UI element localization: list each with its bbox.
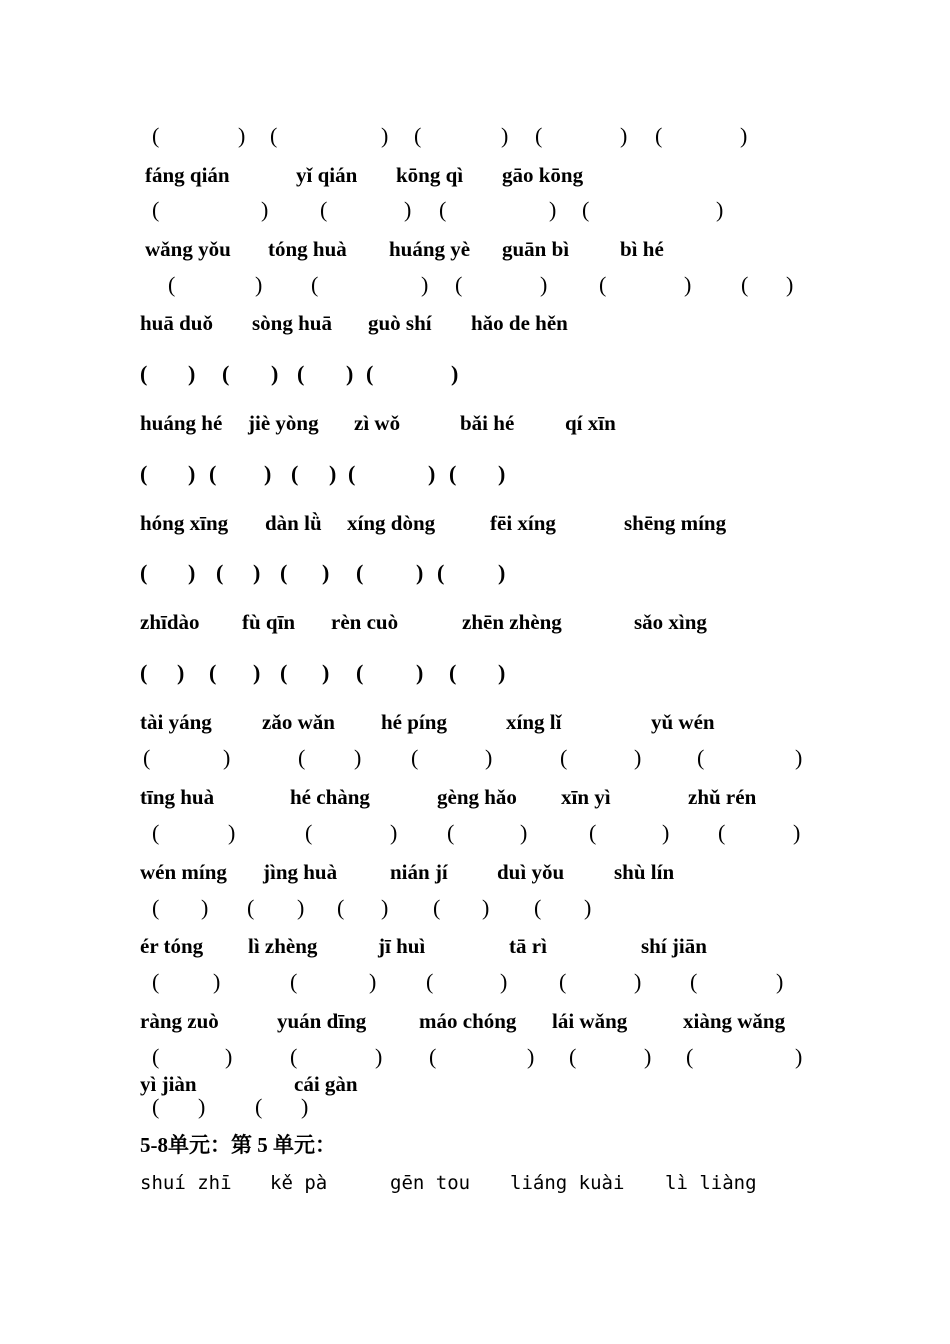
blank-close-paren: ) [177, 660, 185, 685]
blank-close-paren: ) [297, 895, 305, 920]
blank-close-paren: ) [213, 969, 221, 994]
blank-open-paren: ( [559, 969, 567, 994]
pinyin-word: dàn lǜ [265, 511, 322, 535]
pinyin-word: gèng hǎo [437, 785, 517, 809]
blank-open-paren: ( [305, 820, 313, 845]
pinyin-row [0, 1168, 950, 1198]
blank-close-paren: ) [238, 123, 246, 148]
blank-close-paren: ) [225, 1044, 233, 1069]
blank-close-paren: ) [549, 197, 557, 222]
blank-open-paren: ( [290, 969, 298, 994]
blank-open-paren: ( [143, 745, 151, 770]
blank-open-paren: ( [426, 969, 434, 994]
blank-open-paren: ( [209, 461, 217, 486]
blank-close-paren: ) [188, 560, 196, 585]
pinyin-row [0, 707, 950, 737]
blank-close-paren: ) [501, 123, 509, 148]
blank-open-paren: ( [455, 272, 463, 297]
pinyin-word: xíng lǐ [506, 710, 562, 734]
pinyin-row [0, 160, 950, 190]
pinyin-word: yǐ qián [296, 163, 358, 187]
pinyin-word: huáng yè [389, 237, 471, 261]
blank-open-paren: ( [290, 1044, 298, 1069]
pinyin-word: shí jiān [641, 934, 707, 958]
blank-close-paren: ) [188, 461, 196, 486]
answer-blank-row [0, 359, 950, 389]
blank-open-paren: ( [437, 560, 445, 585]
pinyin-word: shuí zhī [140, 1172, 232, 1194]
blank-close-paren: ) [795, 745, 803, 770]
pinyin-word: zì wǒ [354, 411, 401, 435]
blank-close-paren: ) [498, 461, 506, 486]
pinyin-word: huā duǒ [140, 311, 213, 335]
pinyin-word: guān bì [502, 237, 570, 261]
pinyin-word: zǎo wǎn [262, 710, 335, 734]
blank-close-paren: ) [329, 461, 337, 486]
blank-open-paren: ( [582, 197, 590, 222]
blank-open-paren: ( [311, 272, 319, 297]
pinyin-word: lái wǎng [552, 1009, 628, 1033]
blank-close-paren: ) [500, 969, 508, 994]
answer-blank-row [0, 658, 950, 688]
blank-close-paren: ) [381, 895, 389, 920]
blank-close-paren: ) [322, 660, 330, 685]
blank-close-paren: ) [253, 560, 261, 585]
pinyin-row [0, 782, 950, 812]
blank-open-paren: ( [168, 272, 176, 297]
blank-open-paren: ( [534, 895, 542, 920]
pinyin-word: zhēn zhèng [462, 610, 562, 634]
blank-open-paren: ( [569, 1044, 577, 1069]
pinyin-row [0, 607, 950, 637]
pinyin-word: tā rì [509, 934, 547, 958]
pinyin-word: kě pà [270, 1172, 328, 1194]
pinyin-word: hé chàng [290, 785, 370, 809]
blank-open-paren: ( [439, 197, 447, 222]
pinyin-word: lì zhèng [248, 934, 318, 958]
pinyin-row [0, 308, 950, 338]
blank-close-paren: ) [264, 461, 272, 486]
blank-close-paren: ) [540, 272, 548, 297]
blank-close-paren: ) [634, 969, 642, 994]
blank-open-paren: ( [433, 895, 441, 920]
pinyin-word: fēi xíng [490, 511, 556, 535]
answer-blank-row [0, 459, 950, 489]
pinyin-word: tīng huà [140, 785, 215, 809]
pinyin-row [0, 234, 950, 264]
answer-blank-row [0, 121, 950, 151]
blank-open-paren: ( [690, 969, 698, 994]
pinyin-word: yuán dīng [277, 1009, 367, 1033]
blank-open-paren: ( [247, 895, 255, 920]
blank-open-paren: ( [429, 1044, 437, 1069]
pinyin-row [0, 508, 950, 538]
blank-close-paren: ) [416, 660, 424, 685]
pinyin-word: hé píng [381, 710, 447, 734]
blank-open-paren: ( [216, 560, 224, 585]
blank-open-paren: ( [356, 660, 364, 685]
blank-open-paren: ( [535, 123, 543, 148]
blank-open-paren: ( [655, 123, 663, 148]
blank-close-paren: ) [404, 197, 412, 222]
blank-close-paren: ) [584, 895, 592, 920]
blank-close-paren: ) [716, 197, 724, 222]
pinyin-word: fáng qián [145, 163, 230, 187]
blank-close-paren: ) [793, 820, 801, 845]
blank-open-paren: ( [447, 820, 455, 845]
blank-open-paren: ( [337, 895, 345, 920]
blank-open-paren: ( [291, 461, 299, 486]
blank-close-paren: ) [261, 197, 269, 222]
pinyin-word: kōng qì [396, 163, 464, 187]
blank-close-paren: ) [421, 272, 429, 297]
pinyin-word: jìng huà [263, 860, 338, 884]
blank-open-paren: ( [741, 272, 749, 297]
blank-close-paren: ) [786, 272, 794, 297]
blank-open-paren: ( [140, 361, 148, 386]
pinyin-word: nián jí [390, 860, 448, 884]
pinyin-word: tài yáng [140, 710, 212, 734]
blank-open-paren: ( [449, 660, 457, 685]
blank-close-paren: ) [375, 1044, 383, 1069]
pinyin-word: ér tóng [140, 934, 204, 958]
blank-close-paren: ) [527, 1044, 535, 1069]
blank-close-paren: ) [428, 461, 436, 486]
pinyin-row [0, 408, 950, 438]
pinyin-word: huáng hé [140, 411, 223, 435]
pinyin-word: hǎo de hěn [471, 311, 568, 335]
blank-close-paren: ) [253, 660, 261, 685]
blank-close-paren: ) [271, 361, 279, 386]
section-heading [0, 1130, 950, 1160]
blank-open-paren: ( [411, 745, 419, 770]
pinyin-row [0, 1006, 950, 1036]
blank-close-paren: ) [451, 361, 459, 386]
blank-close-paren: ) [684, 272, 692, 297]
blank-close-paren: ) [416, 560, 424, 585]
pinyin-word: jiè yòng [248, 411, 319, 435]
blank-open-paren: ( [560, 745, 568, 770]
blank-open-paren: ( [140, 560, 148, 585]
pinyin-word: gāo kōng [502, 163, 584, 187]
blank-open-paren: ( [140, 461, 148, 486]
pinyin-word: bì hé [620, 237, 664, 261]
pinyin-row [0, 931, 950, 961]
blank-close-paren: ) [776, 969, 784, 994]
blank-close-paren: ) [198, 1094, 206, 1119]
blank-close-paren: ) [188, 361, 196, 386]
blank-open-paren: ( [356, 560, 364, 585]
blank-open-paren: ( [152, 1044, 160, 1069]
pinyin-word: máo chóng [419, 1009, 517, 1033]
pinyin-word: ràng zuò [140, 1009, 219, 1033]
blank-open-paren: ( [152, 820, 160, 845]
answer-blank-row [0, 893, 950, 923]
pinyin-word: qí xīn [565, 411, 616, 435]
pinyin-word: hóng xīng [140, 511, 229, 535]
answer-blank-row [0, 967, 950, 997]
blank-close-paren: ) [498, 560, 506, 585]
pinyin-word: fù qīn [242, 610, 296, 634]
pinyin-word: duì yǒu [497, 860, 565, 884]
answer-blank-row [0, 1092, 950, 1122]
blank-open-paren: ( [298, 745, 306, 770]
blank-close-paren: ) [381, 123, 389, 148]
pinyin-word: shēng míng [624, 511, 727, 535]
blank-open-paren: ( [209, 660, 217, 685]
pinyin-word: rèn cuò [331, 610, 399, 634]
pinyin-word: wén míng [140, 860, 227, 884]
blank-open-paren: ( [270, 123, 278, 148]
blank-open-paren: ( [297, 361, 305, 386]
blank-open-paren: ( [589, 820, 597, 845]
pinyin-word: bǎi hé [460, 411, 515, 435]
pinyin-word: xīn yì [561, 785, 611, 809]
pinyin-word: gēn tou [390, 1172, 471, 1194]
pinyin-word: zhǔ rén [688, 785, 757, 809]
blank-open-paren: ( [152, 1094, 160, 1119]
answer-blank-row [0, 1042, 950, 1072]
blank-open-paren: ( [280, 560, 288, 585]
blank-close-paren: ) [354, 745, 362, 770]
blank-open-paren: ( [255, 1094, 263, 1119]
pinyin-row [0, 857, 950, 887]
answer-blank-row [0, 195, 950, 225]
blank-close-paren: ) [201, 895, 209, 920]
heading-text: 5-8单元：第 5 单元： [140, 1133, 336, 1157]
blank-close-paren: ) [520, 820, 528, 845]
pinyin-word: xíng dòng [347, 511, 436, 535]
blank-open-paren: ( [686, 1044, 694, 1069]
blank-close-paren: ) [369, 969, 377, 994]
blank-close-paren: ) [255, 272, 263, 297]
blank-close-paren: ) [322, 560, 330, 585]
pinyin-word: jī huì [378, 934, 426, 958]
blank-close-paren: ) [223, 745, 231, 770]
blank-close-paren: ) [485, 745, 493, 770]
pinyin-word: shù lín [614, 860, 675, 884]
blank-close-paren: ) [634, 745, 642, 770]
blank-open-paren: ( [366, 361, 374, 386]
blank-open-paren: ( [449, 461, 457, 486]
blank-close-paren: ) [228, 820, 236, 845]
blank-open-paren: ( [140, 660, 148, 685]
blank-close-paren: ) [795, 1044, 803, 1069]
blank-close-paren: ) [390, 820, 398, 845]
pinyin-word: xiàng wǎng [683, 1009, 786, 1033]
answer-blank-row [0, 558, 950, 588]
blank-open-paren: ( [152, 969, 160, 994]
blank-close-paren: ) [482, 895, 490, 920]
blank-close-paren: ) [644, 1044, 652, 1069]
pinyin-word: wǎng yǒu [145, 237, 231, 261]
blank-close-paren: ) [662, 820, 670, 845]
pinyin-word: tóng huà [268, 237, 347, 261]
blank-close-paren: ) [498, 660, 506, 685]
pinyin-word: sǎo xìng [634, 610, 707, 634]
pinyin-word: yì jiàn [140, 1072, 197, 1096]
blank-open-paren: ( [599, 272, 607, 297]
blank-open-paren: ( [152, 123, 160, 148]
blank-close-paren: ) [301, 1094, 309, 1119]
blank-open-paren: ( [152, 895, 160, 920]
answer-blank-row [0, 270, 950, 300]
blank-close-paren: ) [346, 361, 354, 386]
blank-close-paren: ) [740, 123, 748, 148]
pinyin-word: liáng kuài [510, 1172, 625, 1194]
pinyin-word: zhīdào [140, 610, 200, 634]
answer-blank-row [0, 818, 950, 848]
answer-blank-row [0, 743, 950, 773]
blank-open-paren: ( [280, 660, 288, 685]
blank-open-paren: ( [697, 745, 705, 770]
pinyin-word: cái gàn [294, 1072, 358, 1096]
blank-open-paren: ( [320, 197, 328, 222]
blank-open-paren: ( [152, 197, 160, 222]
pinyin-word: sòng huā [252, 311, 332, 335]
blank-open-paren: ( [348, 461, 356, 486]
blank-open-paren: ( [222, 361, 230, 386]
blank-open-paren: ( [414, 123, 422, 148]
pinyin-word: yǔ wén [651, 710, 715, 734]
blank-open-paren: ( [718, 820, 726, 845]
blank-close-paren: ) [620, 123, 628, 148]
pinyin-word: guò shí [368, 311, 432, 335]
pinyin-word: lì liàng [665, 1172, 757, 1194]
